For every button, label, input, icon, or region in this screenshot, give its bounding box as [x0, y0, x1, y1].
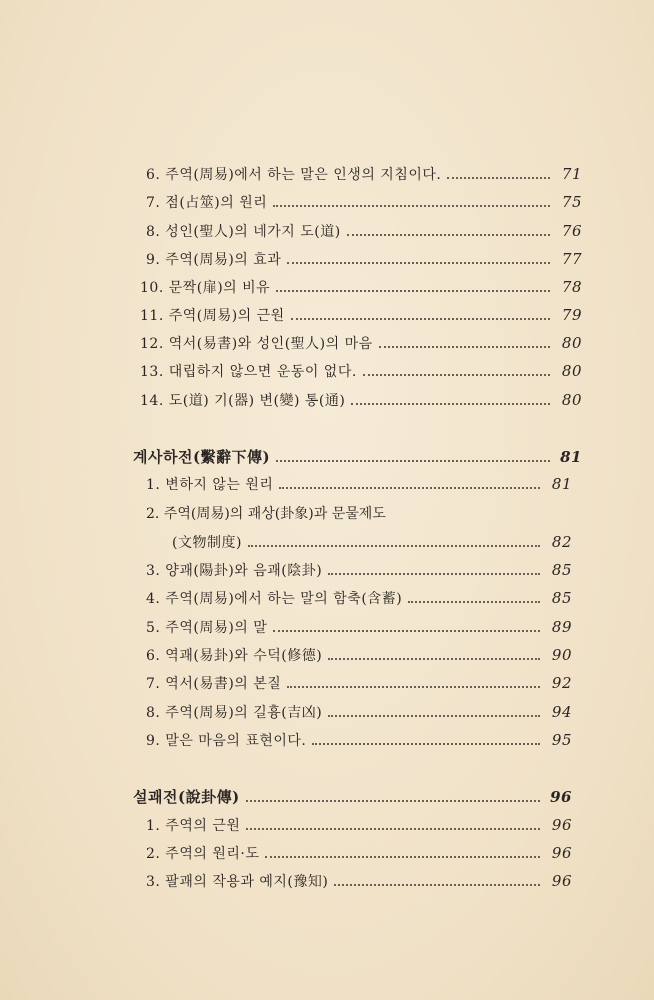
entry-title: 10. 문짝(扉)의 비유 — [140, 280, 271, 296]
dot-leader — [273, 630, 540, 632]
dot-leader — [291, 318, 550, 320]
entry-title: 14. 도(道) 기(器) 변(變) 통(通) — [140, 393, 346, 409]
toc-entry[interactable] — [146, 249, 582, 273]
dot-leader — [312, 743, 540, 745]
entry-title: 11. 주역(周易)의 근원 — [140, 308, 285, 324]
entry-page: 94 — [551, 703, 572, 721]
entry-page: 71 — [561, 165, 582, 183]
entry-page: 92 — [551, 674, 572, 692]
toc-section-heading[interactable] — [133, 446, 582, 470]
entry-title: 7. 역서(易書)의 본질 — [146, 676, 282, 692]
entry-page: 96 — [551, 872, 572, 890]
dot-leader — [334, 884, 540, 886]
toc-entry[interactable] — [146, 192, 582, 216]
toc-entry[interactable] — [146, 843, 572, 867]
entry-title: 9. 말은 마음의 표현이다. — [146, 733, 307, 749]
entry-title: 7. 점(占筮)의 원리 — [146, 195, 268, 211]
dot-leader — [351, 403, 550, 405]
entry-title: 2. 주역의 원리·도 — [146, 846, 260, 862]
dot-leader — [328, 715, 540, 717]
entry-title: (文物制度) — [172, 535, 242, 551]
dot-leader — [363, 374, 550, 376]
entry-page: 89 — [551, 618, 572, 636]
entry-page: 95 — [551, 731, 572, 749]
dot-leader — [347, 234, 550, 236]
entry-page: 80 — [561, 362, 582, 380]
entry-title: 12. 역서(易書)와 성인(聖人)의 마음 — [140, 336, 373, 352]
entry-title: 3. 팔괘의 작용과 예지(豫知) — [146, 874, 329, 890]
toc-entry[interactable] — [146, 645, 572, 669]
entry-page: 85 — [551, 561, 572, 579]
entry-page: 81 — [551, 475, 572, 493]
entry-title: 13. 대립하지 않으면 운동이 없다. — [140, 364, 357, 380]
toc-entry[interactable] — [146, 560, 572, 584]
entry-title: 1. 변하지 않는 원리 — [146, 477, 274, 493]
dot-leader — [276, 460, 550, 462]
entry-title: 3. 양괘(陽卦)와 음괘(陰卦) — [146, 563, 323, 579]
toc-entry[interactable] — [146, 730, 572, 754]
entry-page: 77 — [561, 250, 582, 268]
entry-page: 96 — [551, 844, 572, 862]
toc-entry[interactable] — [146, 503, 572, 527]
toc-entry[interactable] — [140, 277, 582, 301]
toc-entry[interactable] — [146, 588, 572, 612]
dot-leader — [287, 686, 540, 688]
dot-leader — [328, 658, 540, 660]
section-page: 96 — [550, 788, 572, 806]
toc-entry[interactable] — [146, 617, 572, 641]
dot-leader — [273, 205, 550, 207]
section-title: 설괘전(說卦傳) — [133, 788, 240, 806]
entry-page: 80 — [561, 334, 582, 352]
toc-entry[interactable] — [146, 221, 582, 245]
dot-leader — [276, 290, 550, 292]
entry-title: 6. 역괘(易卦)와 수덕(修德) — [146, 648, 323, 664]
entry-title: 2. 주역(周易)의 괘상(卦象)과 문물제도 — [146, 506, 386, 522]
entry-title: 8. 성인(聖人)의 네가지 도(道) — [146, 224, 341, 240]
entry-page: 80 — [561, 391, 582, 409]
entry-page: 90 — [551, 646, 572, 664]
toc-entry[interactable] — [146, 702, 572, 726]
section-page: 81 — [560, 448, 582, 466]
entry-title: 4. 주역(周易)에서 하는 말의 함축(含蓄) — [146, 591, 403, 607]
toc-entry-continued[interactable] — [172, 532, 572, 556]
entry-title: 9. 주역(周易)의 효과 — [146, 252, 282, 268]
section-title: 계사하전(繫辭下傳) — [133, 448, 271, 466]
dot-leader — [447, 177, 550, 179]
toc-entry[interactable] — [146, 474, 572, 498]
entry-title: 1. 주역의 근원 — [146, 818, 241, 834]
entry-title: 8. 주역(周易)의 길흉(吉凶) — [146, 705, 323, 721]
dot-leader — [246, 828, 540, 830]
entry-title: 5. 주역(周易)의 말 — [146, 620, 268, 636]
entry-page: 82 — [551, 533, 572, 551]
toc-entry[interactable] — [140, 305, 582, 329]
toc-section-heading[interactable] — [133, 786, 572, 810]
dot-leader — [379, 346, 550, 348]
entry-page: 79 — [561, 306, 582, 324]
entry-page: 78 — [561, 278, 582, 296]
toc-entry[interactable] — [140, 361, 582, 385]
dot-leader — [287, 262, 550, 264]
dot-leader — [408, 601, 540, 603]
dot-leader — [265, 856, 540, 858]
toc-entry[interactable] — [146, 164, 582, 188]
dot-leader — [246, 800, 540, 802]
toc-entry[interactable] — [146, 871, 572, 895]
dot-leader — [328, 573, 540, 575]
entry-title: 6. 주역(周易)에서 하는 말은 인생의 지침이다. — [146, 167, 442, 183]
dot-leader — [279, 487, 540, 489]
entry-page: 96 — [551, 816, 572, 834]
toc-entry[interactable] — [140, 333, 582, 357]
toc-entry[interactable] — [146, 673, 572, 697]
toc-entry[interactable] — [140, 390, 582, 414]
entry-page: 75 — [561, 193, 582, 211]
entry-page: 76 — [561, 222, 582, 240]
entry-page: 85 — [551, 589, 572, 607]
dot-leader — [248, 545, 540, 547]
toc-entry[interactable] — [146, 815, 572, 839]
